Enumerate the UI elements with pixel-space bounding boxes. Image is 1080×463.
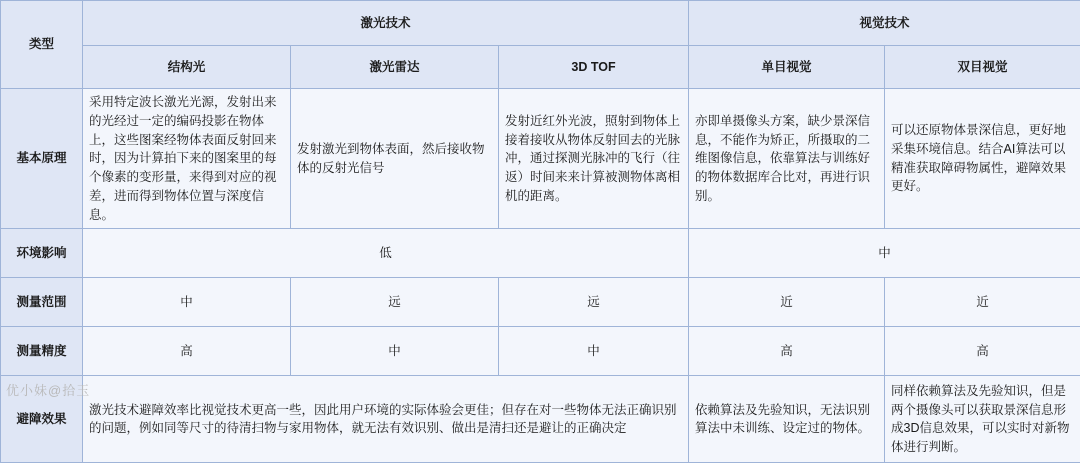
cell-range-3dtof: 远 bbox=[499, 278, 689, 327]
cell-range-stereo-vision: 近 bbox=[885, 278, 1080, 327]
table-row-environment bbox=[1, 229, 1080, 278]
cell-accuracy-stereo-vision: 高 bbox=[885, 327, 1080, 376]
cell-accuracy-lidar: 中 bbox=[291, 327, 499, 376]
cell-environment-laser: 低 bbox=[83, 229, 689, 278]
cell-accuracy-structured-light: 高 bbox=[83, 327, 291, 376]
header-col-lidar: 激光雷达 bbox=[291, 46, 499, 89]
cell-range-mono-vision: 近 bbox=[689, 278, 885, 327]
row-label-principle: 基本原理 bbox=[1, 89, 83, 229]
row-label-environment: 环境影响 bbox=[1, 229, 83, 278]
cell-principle-structured-light: 采用特定波长激光光源，发射出来的光经过一定的编码投影在物体上，这些图案经物体表面反射回来时，因为计算拍下来的图案里的每个像素的变形量，来得到对应的视差，进而得到物体位置与深度信息。 bbox=[83, 89, 291, 229]
cell-principle-mono-vision: 亦即单摄像头方案，缺少景深信息，不能作为矫正，所摄取的二维图像信息，依靠算法与训练好的物体数据库合比对，再进行识别。 bbox=[689, 89, 885, 229]
cell-principle-stereo-vision: 可以还原物体景深信息，更好地采集环境信息。结合AI算法可以精准获取障碍物属性，避障效果更好。 bbox=[885, 89, 1080, 229]
cell-environment-vision: 中 bbox=[689, 229, 1080, 278]
row-label-accuracy: 测量精度 bbox=[1, 327, 83, 376]
header-col-stereo-vision: 双目视觉 bbox=[885, 46, 1080, 89]
header-col-3dtof: 3D TOF bbox=[499, 46, 689, 89]
cell-principle-3dtof: 发射近红外光波，照射到物体上接着接收从物体反射回去的光脉冲，通过探测光脉冲的飞行（往返）时间来来计算被测物体离相机的距离。 bbox=[499, 89, 689, 229]
cell-range-structured-light: 中 bbox=[83, 278, 291, 327]
cell-accuracy-mono-vision: 高 bbox=[689, 327, 885, 376]
cell-obstacle-mono-vision: 依赖算法及先验知识，无法识别算法中未训练、设定过的物体。 bbox=[689, 376, 885, 463]
row-label-range: 测量范围 bbox=[1, 278, 83, 327]
cell-principle-lidar: 发射激光到物体表面，然后接收物体的反射光信号 bbox=[291, 89, 499, 229]
watermark-text: 优小妹@拾玉 bbox=[6, 380, 90, 399]
row-label-obstacle-avoidance: 避障效果 bbox=[1, 376, 83, 463]
table-row-principle bbox=[1, 89, 1080, 229]
table-row-obstacle-avoidance bbox=[1, 376, 1080, 463]
header-group-laser: 激光技术 bbox=[83, 1, 689, 46]
table-header-sub-row bbox=[1, 46, 1080, 89]
table-row-accuracy bbox=[1, 327, 1080, 376]
cell-accuracy-3dtof: 中 bbox=[499, 327, 689, 376]
header-type-label: 类型 bbox=[1, 1, 83, 89]
cell-range-lidar: 远 bbox=[291, 278, 499, 327]
table-row-range bbox=[1, 278, 1080, 327]
header-col-mono-vision: 单目视觉 bbox=[689, 46, 885, 89]
cell-obstacle-stereo-vision: 同样依赖算法及先验知识，但是两个摄像头可以获取景深信息形成3D信息效果，可以实时对新物体进行判断。 bbox=[885, 376, 1080, 463]
table-header-group-row bbox=[1, 1, 1080, 46]
header-col-structured-light: 结构光 bbox=[83, 46, 291, 89]
cell-obstacle-laser: 激光技术避障效率比视觉技术更高一些，因此用户环境的实际体验会更佳；但存在对一些物体无法正确识别的问题，例如同等尺寸的待清扫物与家用物体，就无法有效识别、做出是清扫还是避让的正确决定 bbox=[83, 376, 689, 463]
header-group-vision: 视觉技术 bbox=[689, 1, 1080, 46]
